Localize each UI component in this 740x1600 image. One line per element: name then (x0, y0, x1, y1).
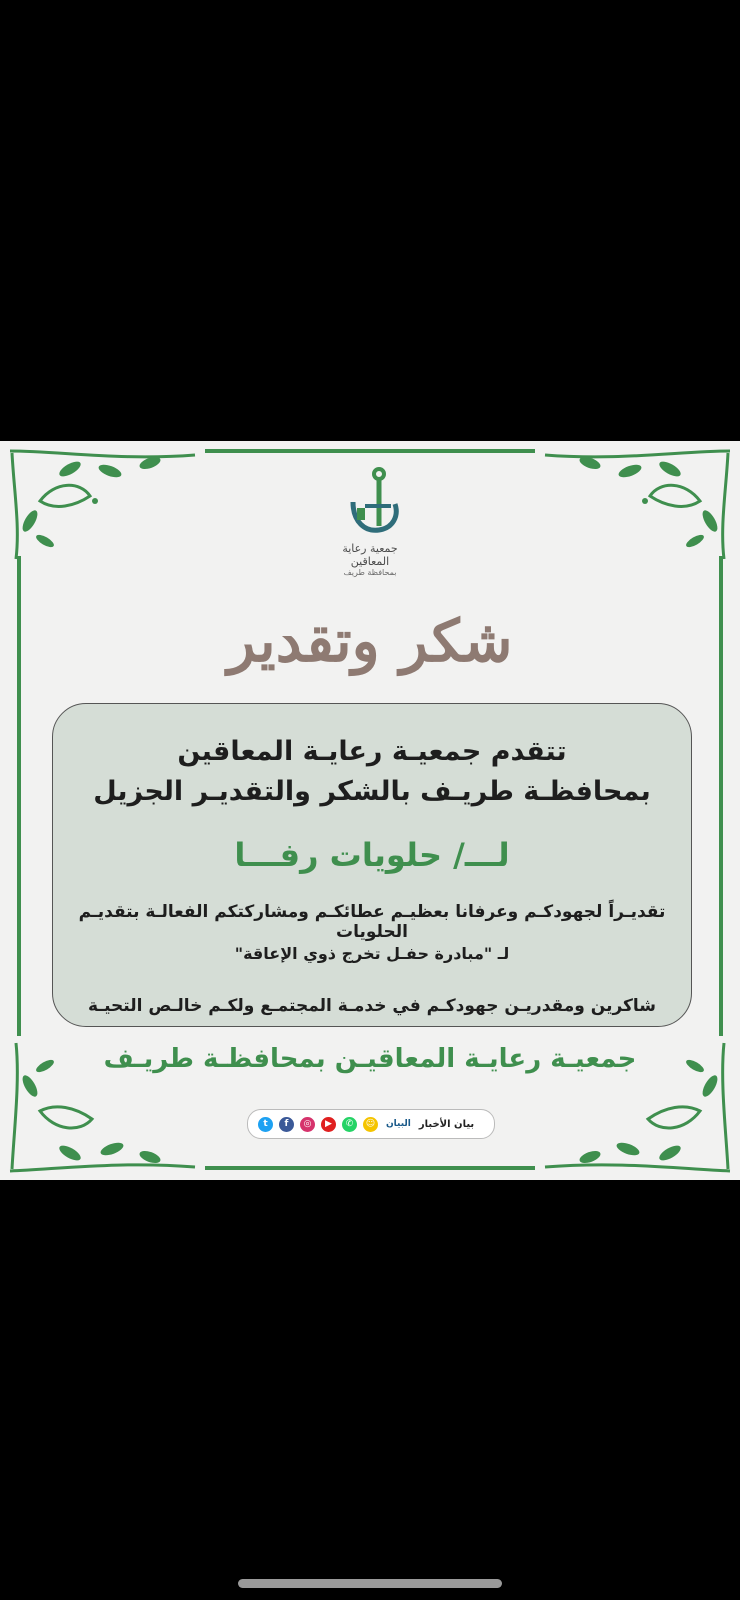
snapchat-icon[interactable]: ☺ (363, 1117, 378, 1132)
recipient-name: لـــ/ حلويات رفـــا (234, 836, 510, 874)
leaf-ornament-top-left (0, 441, 200, 561)
social-bar (247, 1109, 495, 1139)
message-panel (52, 703, 692, 1027)
twitter-icon[interactable]: t (258, 1117, 273, 1132)
frame-left-line (17, 556, 21, 1036)
panel-line-2: بمحافظـة طريـف بالشكر والتقديـر الجزيل (93, 776, 651, 807)
frame-right-line (719, 556, 723, 1036)
frame-top-line (205, 449, 535, 453)
home-indicator[interactable] (238, 1579, 502, 1588)
panel-line-1: تتقدم جمعيـة رعايـة المعاقين (177, 736, 567, 767)
instagram-icon[interactable]: ◎ (300, 1117, 315, 1132)
logo-sub-text: بمحافظة طريف (343, 568, 397, 577)
certificate-card (0, 441, 740, 1180)
panel-line-5: لـ "مبادرة حفـل تخرج ذوي الإعاقة" (234, 944, 510, 963)
youtube-icon[interactable]: ▶ (321, 1117, 336, 1132)
whatsapp-icon[interactable]: ✆ (342, 1117, 357, 1132)
panel-line-4: تقديـراً لجهودكـم وعرفانا بعظيـم عطائكـم ومشاركتكم الفعالـة بتقديـم الحلويات (78, 902, 666, 942)
association-logo (325, 466, 415, 576)
news-logo: البيان (386, 1119, 411, 1129)
frame-bottom-line (205, 1166, 535, 1170)
news-label: بيان الأخبار (418, 1118, 475, 1130)
leaf-ornament-top-right (540, 441, 740, 561)
panel-line-6: شاكرين ومقدريـن جهودكـم في خدمـة المجتمـع ولكـم خالـص التحيـة (87, 996, 657, 1016)
calligraphy-text: شكر وتقدير (227, 607, 513, 675)
facebook-icon[interactable]: f (279, 1117, 294, 1132)
association-emblem-icon (335, 466, 405, 538)
logo-name-text: جمعية رعاية المعاقين (342, 542, 398, 568)
calligraphy-title (220, 591, 520, 691)
footer-association-name: جمعيـة رعايـة المعاقيـن بمحافظـة طريـف (103, 1044, 637, 1074)
